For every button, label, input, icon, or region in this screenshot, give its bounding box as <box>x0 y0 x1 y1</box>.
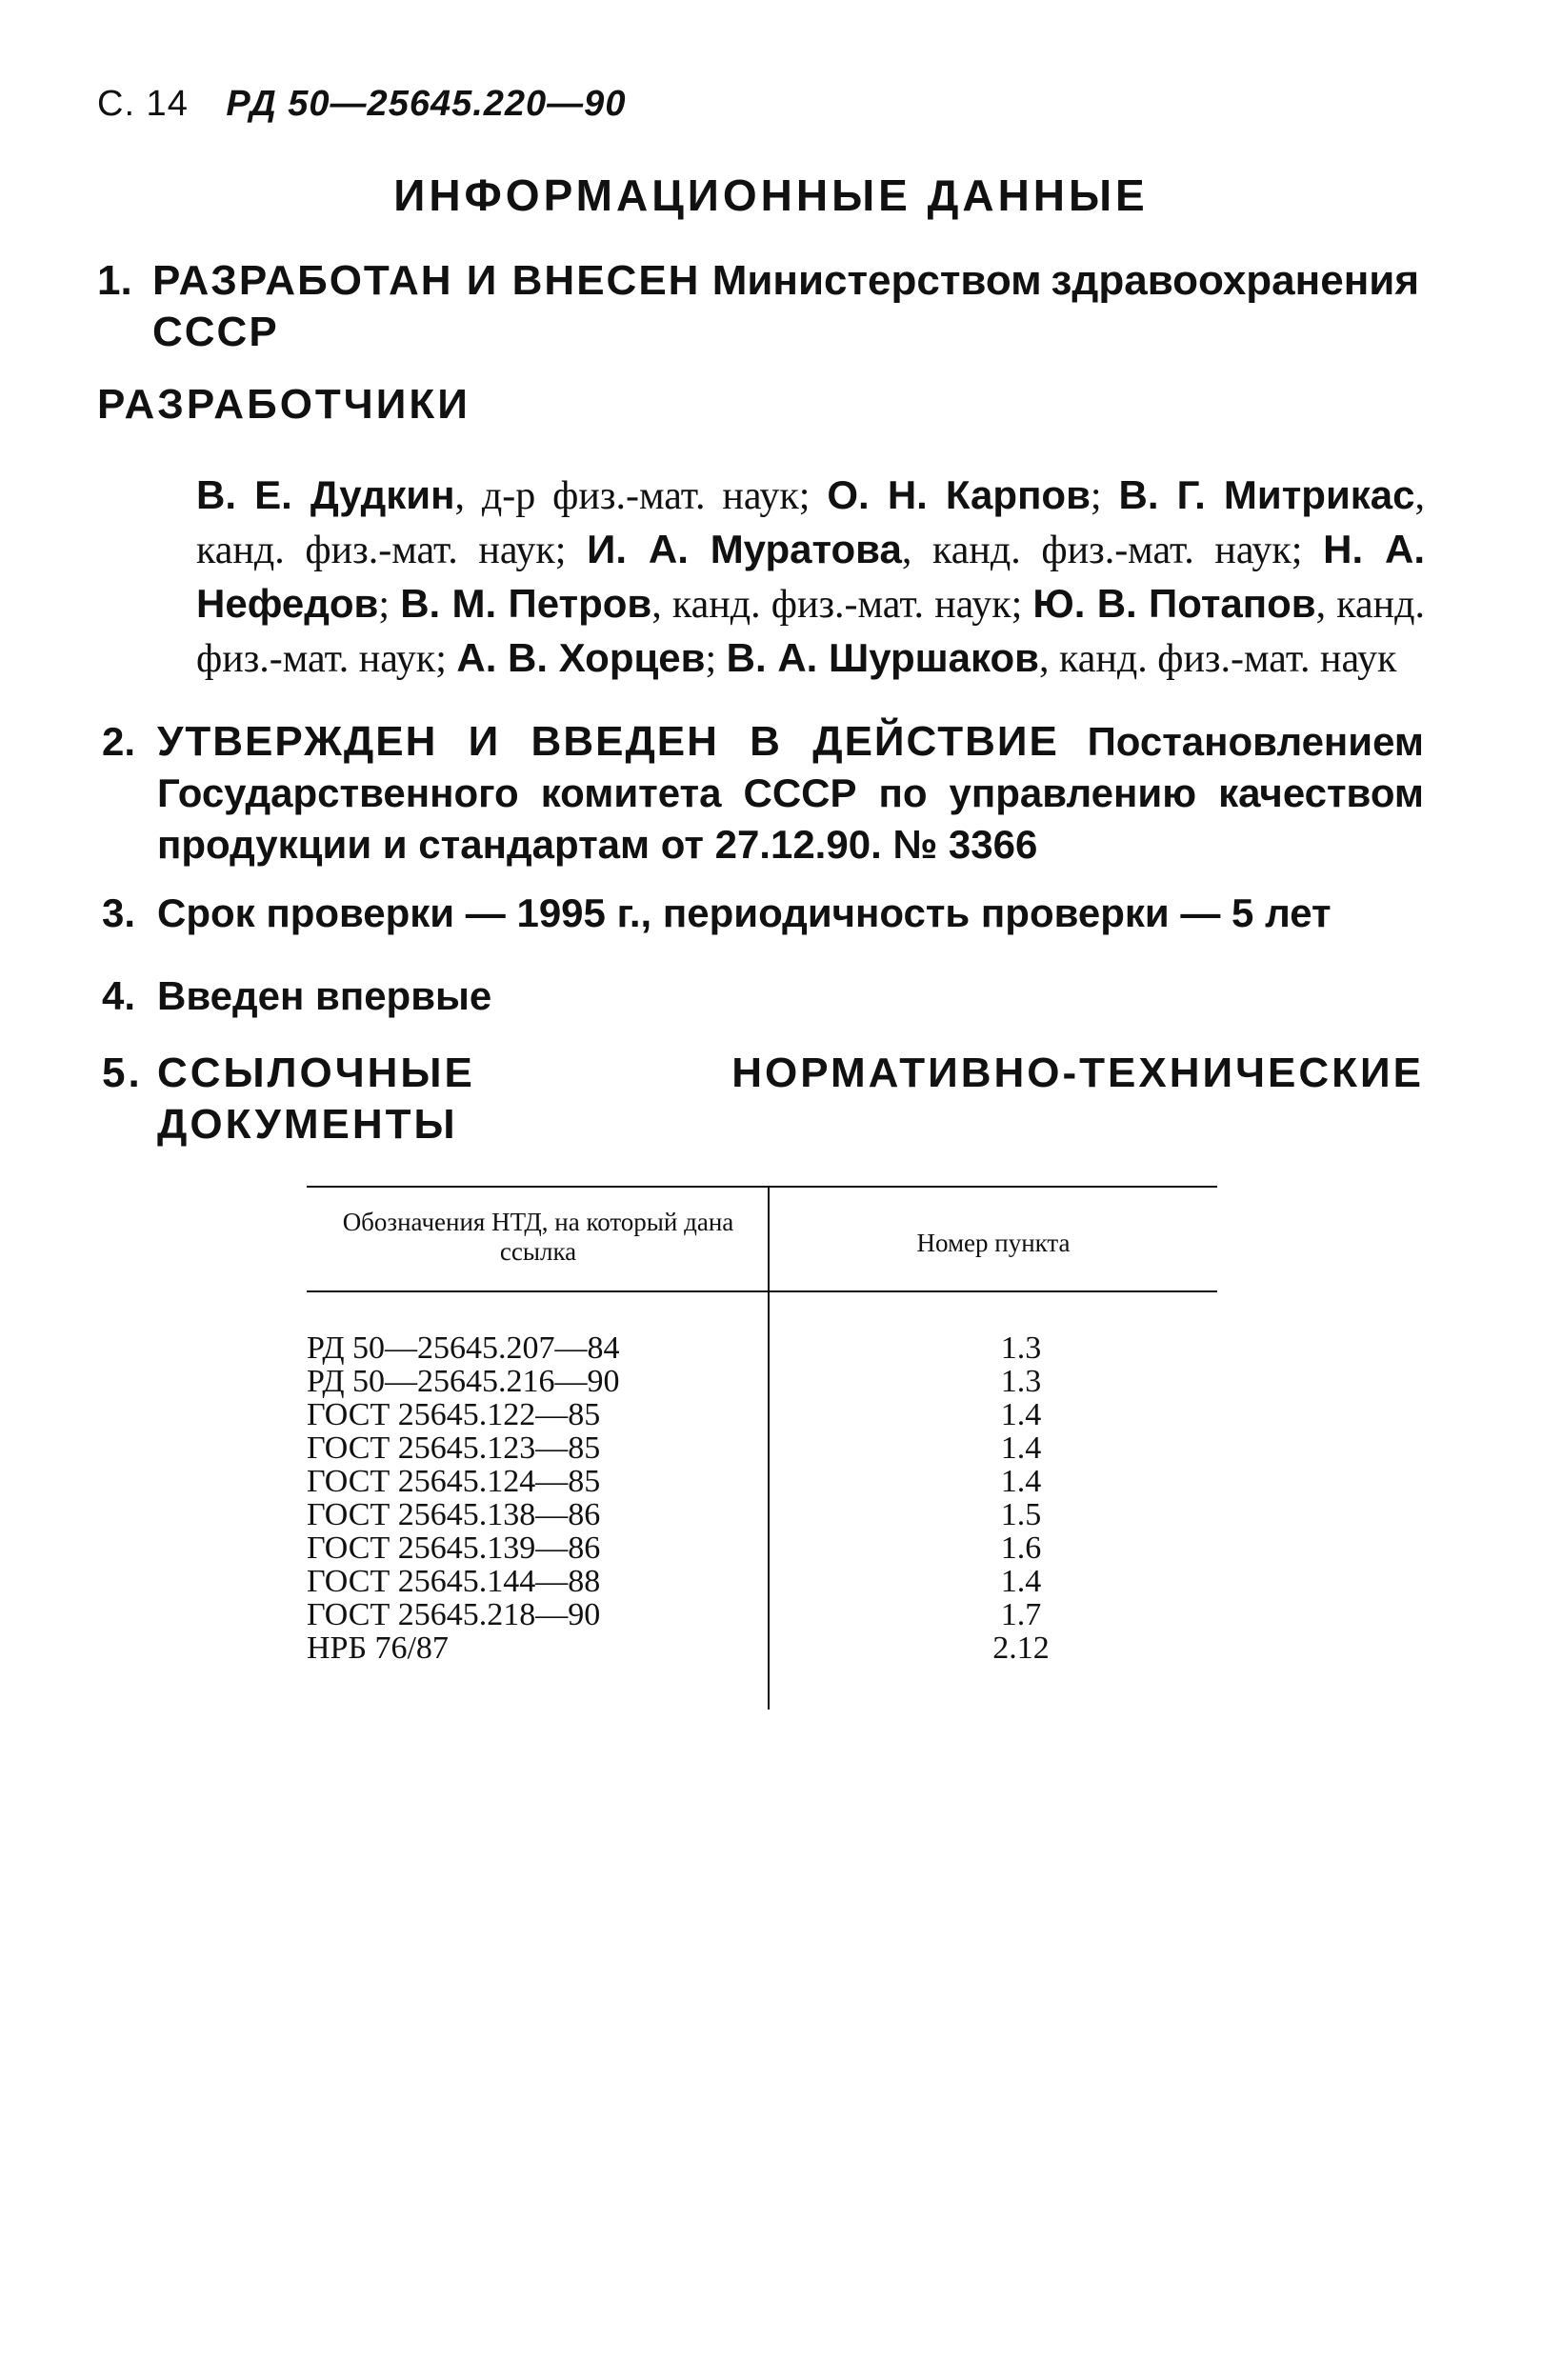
section-4-text: Введен впервые <box>157 973 492 1018</box>
section-2 <box>102 716 1424 870</box>
table-row-item: 2.12 <box>992 1630 1050 1666</box>
table-row-doc: ГОСТ 25645.122—85 <box>307 1397 601 1432</box>
section-2-text: Постановлением Государственного комитета СССР по управлению качеством продукции и стандартам от 27.12.90. № 3366 <box>157 719 1424 867</box>
table-row-doc: РД 50—25645.207—84 <box>307 1330 620 1366</box>
developer-degree: , канд. физ.-мат. наук; <box>196 583 1426 681</box>
section-3-number: 3. <box>102 890 136 935</box>
section-5-number: 5. <box>102 1050 143 1096</box>
developer-name: И. А. Муратова <box>587 527 902 571</box>
section-4 <box>102 973 492 1019</box>
table-row-doc: НРБ 76/87 <box>307 1630 449 1666</box>
table-row-doc: ГОСТ 25645.124—85 <box>307 1464 601 1499</box>
table-top-rule <box>307 1186 1217 1188</box>
developer-degree: ; <box>705 637 727 681</box>
table-column-divider <box>768 1186 770 1710</box>
table-row-item: 1.5 <box>1000 1497 1042 1532</box>
developer-name: А. В. Хорцев <box>456 635 706 680</box>
developer-name: Н. А. Нефедов <box>196 527 1425 626</box>
section-4-number: 4. <box>102 973 136 1018</box>
table-row-item: 1.4 <box>1000 1564 1042 1599</box>
section-1-lead: РАЗРАБОТАН И ВНЕСЕН <box>152 257 701 304</box>
table-row-doc: ГОСТ 25645.139—86 <box>307 1530 601 1566</box>
section-3-text: Срок проверки — 1995 г., периодичность проверки — 5 лет <box>157 890 1332 935</box>
page-number: С. 14 <box>97 84 189 124</box>
table-row-item: 1.6 <box>1000 1530 1042 1566</box>
table-row-doc: ГОСТ 25645.123—85 <box>307 1430 601 1466</box>
section-1-health: здравоохранения <box>1051 257 1419 304</box>
section-1-country: СССР <box>152 309 279 355</box>
page-title: ИНФОРМАЦИОННЫЕ ДАННЫЕ <box>393 170 1149 220</box>
section-2-number: 2. <box>102 719 136 764</box>
developer-degree: ; <box>378 583 401 627</box>
developer-degree: , канд. физ.-мат. наук; <box>651 583 1033 627</box>
table-row-item: 1.3 <box>1000 1330 1042 1366</box>
table-row-doc: РД 50—25645.216—90 <box>307 1364 620 1399</box>
developer-degree: , канд. физ.-мат. наук <box>1038 637 1397 681</box>
developer-degree: ; <box>1090 474 1119 518</box>
table-row-item: 1.4 <box>1000 1464 1042 1499</box>
developer-name: В. М. Петров <box>400 581 652 626</box>
developers-list <box>196 469 1425 686</box>
section-1-number: 1. <box>97 257 132 304</box>
table-row-item: 1.4 <box>1000 1430 1042 1466</box>
developer-name: О. Н. Карпов <box>827 472 1091 517</box>
developer-degree: , канд. физ.-мат. наук; <box>196 474 1426 572</box>
developers-title: РАЗРАБОТЧИКИ <box>97 381 471 428</box>
section-1-ministry: Министерством <box>711 257 1042 304</box>
table-header-item: Номер пункта <box>916 1229 1071 1257</box>
developer-degree: , канд. физ.-мат. наук; <box>901 529 1324 572</box>
section-5 <box>102 1048 1424 1150</box>
section-3 <box>102 890 1332 936</box>
table-row-item: 1.4 <box>1000 1397 1042 1432</box>
developer-name: Ю. В. Потапов <box>1032 581 1316 626</box>
table-row-item: 1.7 <box>1000 1597 1042 1632</box>
running-header <box>97 84 626 125</box>
section-5-text: ССЫЛОЧНЫЕ НОРМАТИВНО-ТЕХНИЧЕСКИЕ ДОКУМЕНТЫ <box>157 1050 1424 1148</box>
developer-name: В. А. Шуршаков <box>726 635 1039 680</box>
developer-degree: , д-р физ.-мат. наук; <box>454 474 828 518</box>
document-code: РД 50—25645.220—90 <box>226 84 627 124</box>
table-row-doc: ГОСТ 25645.218—90 <box>307 1597 601 1632</box>
table-row-item: 1.3 <box>1000 1364 1042 1399</box>
developer-name: В. Г. Митрикас <box>1118 472 1415 517</box>
developer-name: В. Е. Дудкин <box>196 472 455 517</box>
section-1-line <box>152 255 1042 307</box>
table-header-rule <box>307 1290 1217 1292</box>
table-row-doc: ГОСТ 25645.138—86 <box>307 1497 601 1532</box>
table-row-doc: ГОСТ 25645.144—88 <box>307 1564 601 1599</box>
section-2-lead: УТВЕРЖДЕН И ВВЕДЕН В ДЕЙСТВИЕ <box>157 718 1059 765</box>
table-header-designation: Обозначения НТД, на который дана ссылка <box>342 1208 734 1266</box>
